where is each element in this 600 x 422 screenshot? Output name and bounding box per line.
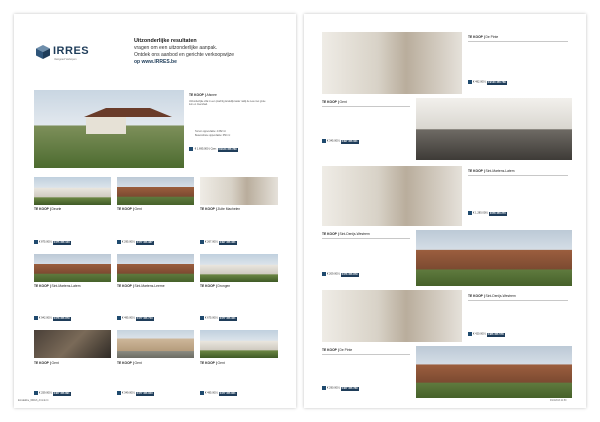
- listing-label: TE KOOP | Gent: [117, 207, 142, 211]
- listing-price: € 495.000 | 0477 456 821: [200, 391, 237, 396]
- left-footer: ExtraEditie_IRRES_A3.indd 4: [18, 400, 49, 402]
- brand-line-1: vragen om een uitzonderlijke aanpak.: [134, 45, 218, 51]
- listing-price: € 209.000 | 0476 456 879: [322, 272, 359, 277]
- featured-photo: [34, 90, 184, 168]
- brand-line-2: Ontdek ons aanbod en gerichte verkoopwijze: [134, 52, 235, 58]
- listing-label: TE KOOP | Zulte Machelen: [200, 207, 241, 211]
- listing-price: € 295.000 | 0477 456 987: [117, 240, 154, 245]
- listing-label: TE KOOP | Drongen: [200, 284, 231, 288]
- listing-photo: [416, 98, 572, 160]
- brand-name: IRRES: [53, 45, 90, 57]
- listing-label: TE KOOP | Sint-Denijs-Westrem: [322, 232, 370, 236]
- listing-photo: [34, 254, 111, 282]
- listing-price: € 942.000 | 0478 456 879: [34, 316, 71, 321]
- listing-label: TE KOOP | Sint-Denijs-Westrem: [468, 294, 516, 298]
- brand-tagline: Vastgoed Verkopen: [54, 58, 77, 61]
- featured-bullet-2: Bewoonbare oppervlakte: 650 m²: [195, 134, 231, 137]
- listing-label: TE KOOP | Sint-Martens-Latem: [468, 169, 515, 173]
- listing-label: TE KOOP | De Pinte: [322, 348, 353, 352]
- listing-price: € 259.000 | 0467 456 891: [34, 391, 71, 396]
- listing-photo: [416, 346, 572, 398]
- right-page: [304, 14, 586, 408]
- listing-photo: [322, 32, 462, 94]
- brand-line-3: op www.IRRES.be: [134, 59, 177, 65]
- irres-logo: [36, 45, 50, 59]
- listing-photo: [117, 330, 194, 358]
- listing-price: € 675.000 | 0477 456 321: [200, 316, 237, 321]
- listing-label: TE KOOP | Sint-Martens-Latem: [34, 284, 81, 288]
- listing-label: TE KOOP | De Pinte: [468, 35, 499, 39]
- listing-label: TE KOOP | Gent: [34, 361, 59, 365]
- listing-price: € 492.000 | 04/123 456 789: [468, 80, 507, 85]
- listing-photo: [117, 254, 194, 282]
- brand-headline: Uitzonderlijke resultaten: [134, 38, 197, 44]
- cube-icon: [36, 45, 50, 59]
- price-icon: [189, 147, 193, 151]
- left-page: [14, 14, 296, 408]
- listing-price: € 345.000 | 0497 456 021: [322, 139, 359, 144]
- listing-label: TE KOOP | Deurle: [34, 207, 62, 211]
- listing-price: € 875.000 | 0475 456 123: [34, 240, 71, 245]
- listing-photo: [34, 330, 111, 358]
- listing-label: TE KOOP | Sint-Martens-Leerne: [117, 284, 165, 288]
- listing-label: TE KOOP | Gent: [200, 361, 225, 365]
- listing-price: € 1.285.000 | 0478 456 270: [468, 211, 507, 216]
- listing-photo: [322, 290, 462, 342]
- listing-price: € 267.000 | 0497 456 321: [200, 240, 237, 245]
- featured-price: € 1.695.000 | Cam 04/123 456 789: [189, 147, 238, 152]
- featured-label: TE KOOP | Afsnee: [189, 93, 217, 97]
- featured-bullet-1: Terrein oppervlakte: 4.682 m²: [195, 130, 227, 133]
- listing-label: TE KOOP | Gent: [117, 361, 142, 365]
- listing-price: € 290.000 | 0467 456 789: [322, 386, 359, 391]
- featured-text: Uitzonderlijke villa in een prachtig landelijk kader nabij de Leie met grote tuin en zwembad.: [189, 100, 266, 106]
- listing-photo: [200, 177, 278, 205]
- listing-price: € 420.000 | 0486 456 578: [468, 332, 505, 337]
- listing-price: € 349.000 | 0477 456 843: [117, 391, 154, 396]
- listing-photo: [117, 177, 194, 205]
- listing-label: TE KOOP | Gent: [322, 100, 347, 104]
- listing-photo: [416, 230, 572, 286]
- listing-photo: [322, 166, 462, 226]
- listing-price: € 495.000 | 0477 456 743: [117, 316, 154, 321]
- listing-photo: [34, 177, 111, 205]
- right-footer: 9/10/2013 11:50: [550, 400, 567, 402]
- listing-photo: [200, 254, 278, 282]
- listing-photo: [200, 330, 278, 358]
